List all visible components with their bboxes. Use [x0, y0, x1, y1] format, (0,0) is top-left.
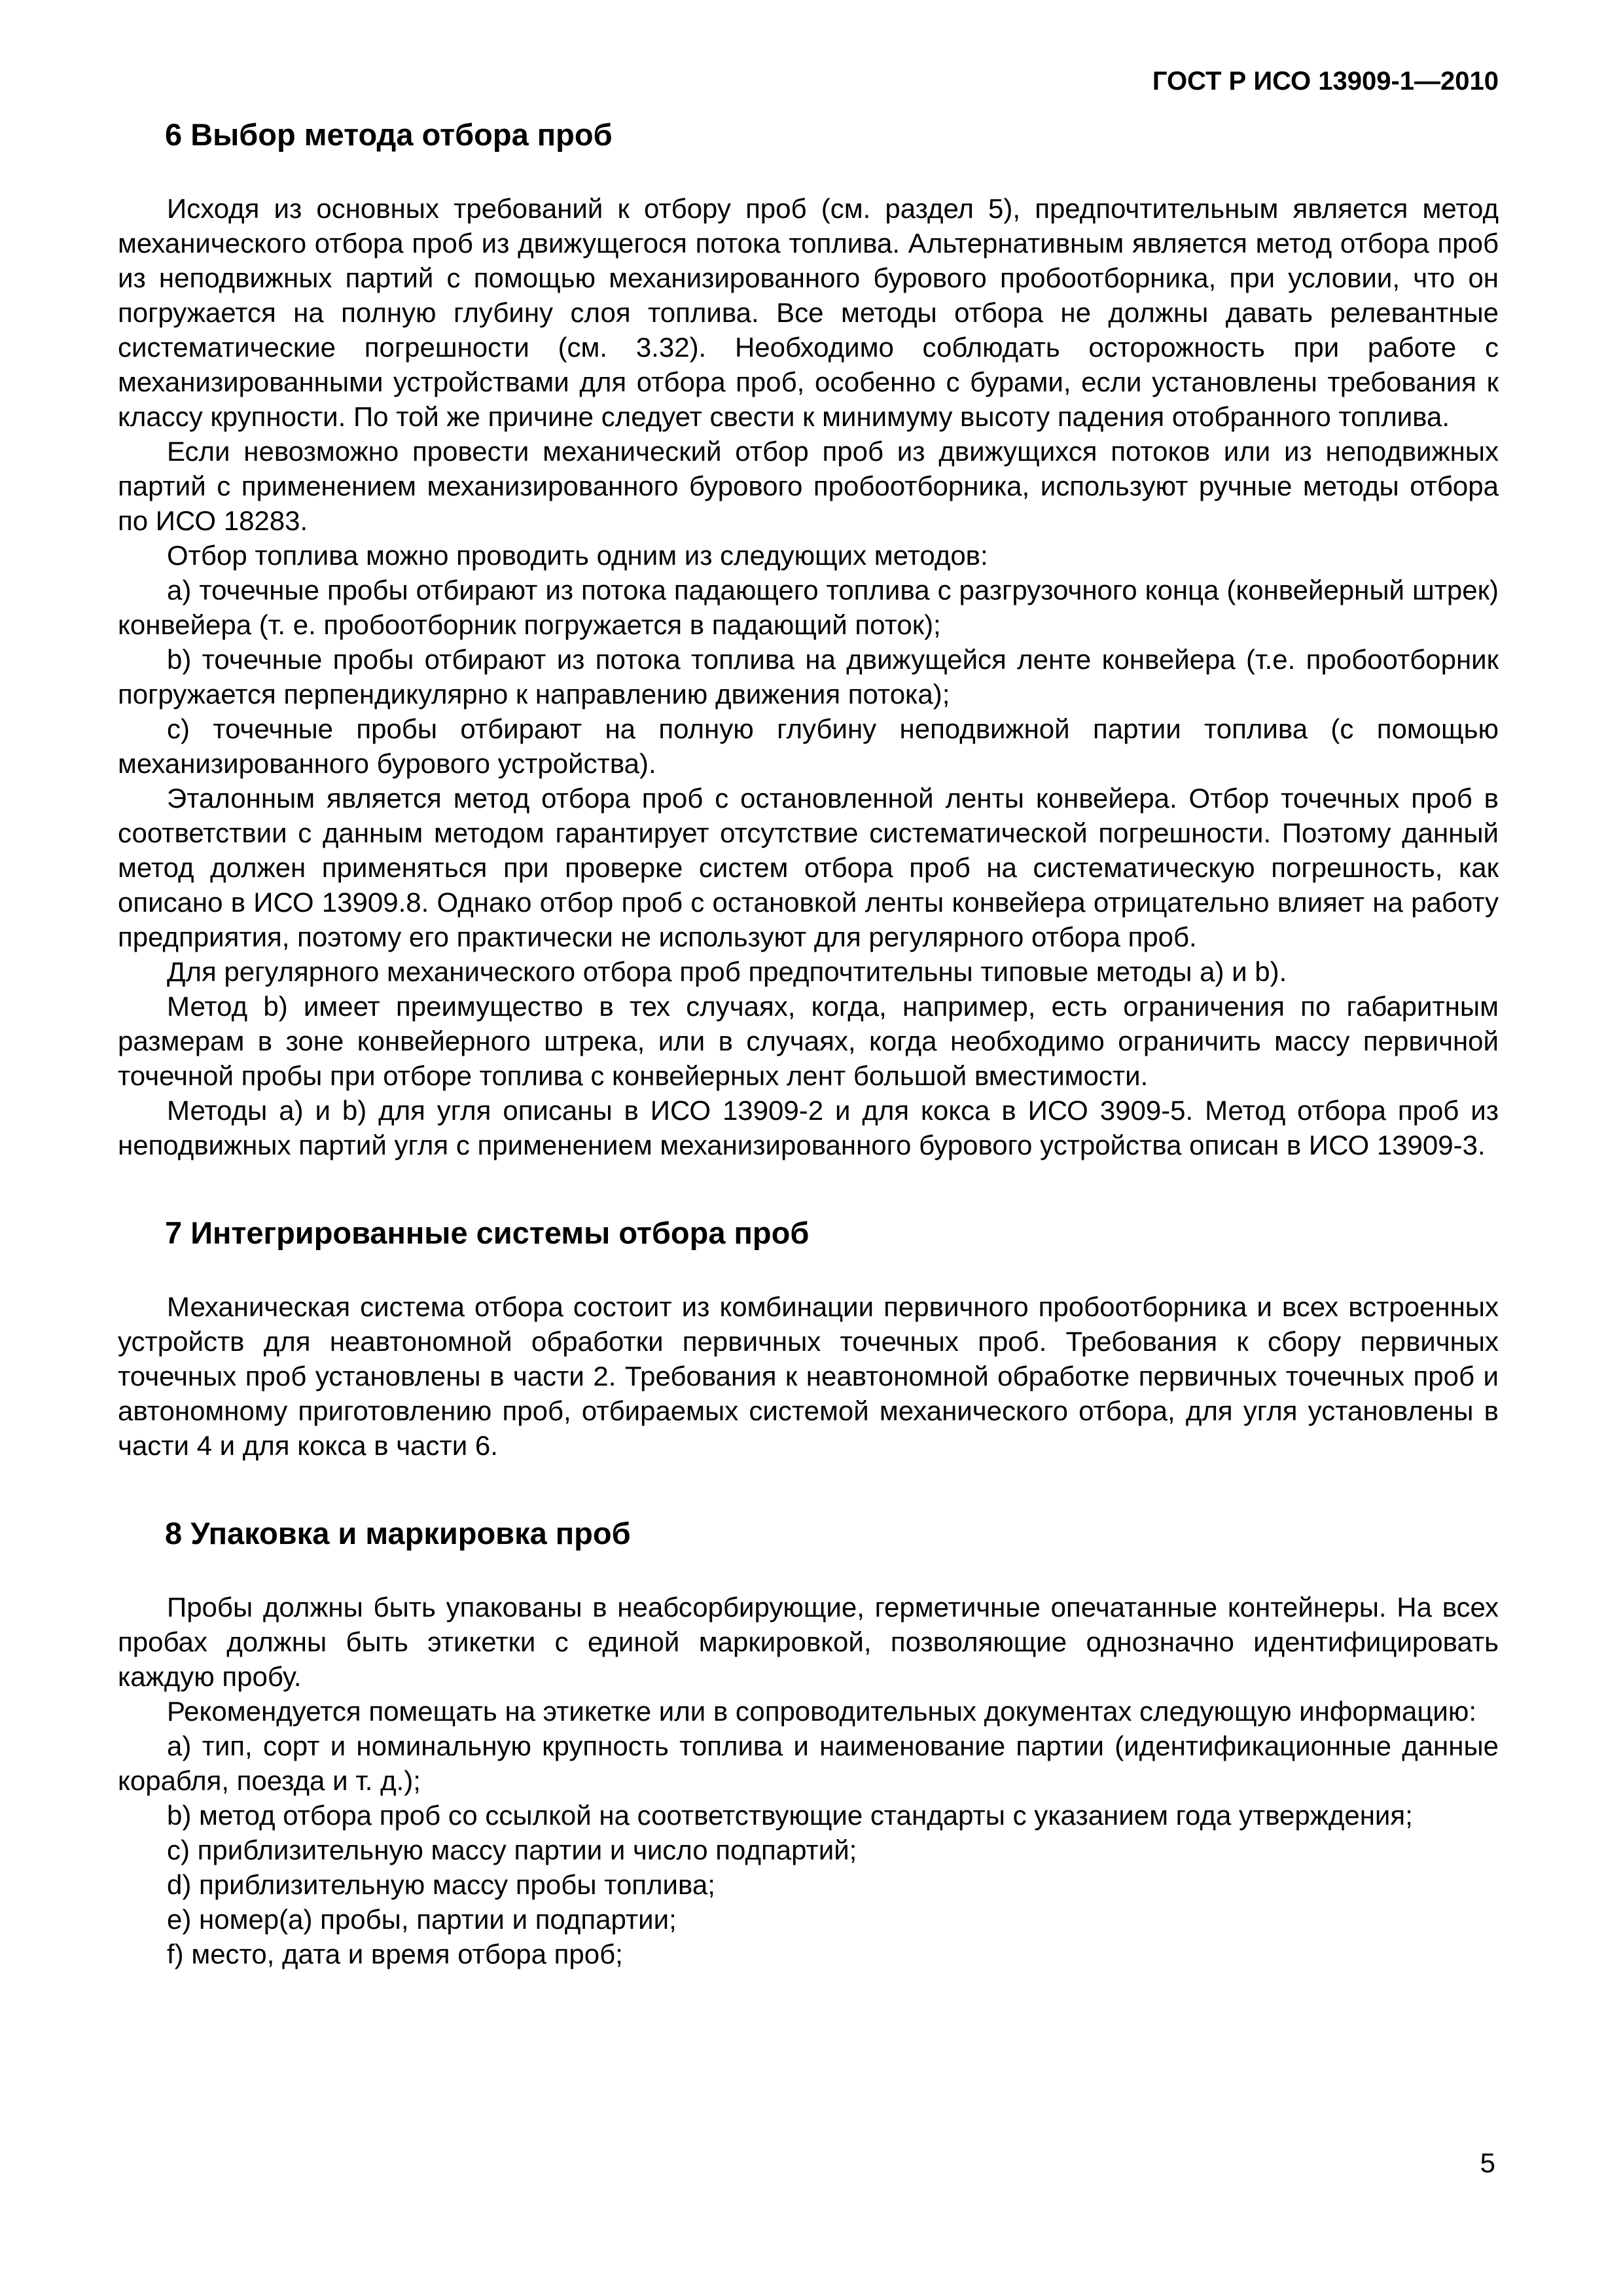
list-item-b: b) метод отбора проб со ссылкой на соответствующие стандарты с указанием года утверждения; [167, 1800, 1413, 1831]
section-8 [118, 1515, 1499, 1971]
paragraph: Для регулярного механического отбора проб предпочтительны типовые методы a) и b). [167, 956, 1287, 987]
list-item-d: d) приблизительную массу пробы топлива; [167, 1869, 715, 1900]
paragraph: Методы a) и b) для угля описаны в ИСО 13909-2 и для кокса в ИСО 3909-5. Метод отбора проб из неподвижных партий угля с применением механизированного бурового устройства описан в ИСО 13909-3. [118, 1095, 1499, 1160]
page-number: 5 [1480, 2147, 1495, 2178]
list-item-f: f) место, дата и время отбора проб; [167, 1939, 623, 1969]
section-7 [118, 1215, 1499, 1463]
list-item-e: e) номер(а) пробы, партии и подпартии; [167, 1904, 677, 1935]
section-8-title: 8 Упаковка и маркировка проб [165, 1516, 631, 1551]
section-6-title: 6 Выбор метода отбора проб [165, 117, 613, 152]
paragraph: Исходя из основных требований к отбору проб (см. раздел 5), предпочтительным является метод механического отбора проб из движущегося потока топлива. Альтернативным является метод отбора проб из неподвижных партий с помощью механизированного бурового пробоотборника, при условии, что он погружается на полную глубину слоя топлива. Все методы отбора не должны давать релевантные систематические погрешности (см. 3.32). Необходимо соблюдать осторожность при работе с механизированными устройствами для отбора проб, особенно с бурами, если установлены требования к классу крупности. По той же причине следует свести к минимуму высоту падения отобранного топлива. [118, 193, 1499, 432]
section-6 [118, 117, 1499, 1162]
list-item-a: a) тип, сорт и номинальную крупность топлива и наименование партии (идентификационные данные корабля, поезда и т. д.); [118, 1731, 1499, 1796]
list-item-a: a) точечные пробы отбирают из потока падающего топлива с разгрузочного конца (конвейерный штрек) конвейера (т. е. пробоотборник погружается в падающий поток); [118, 575, 1499, 640]
list-item-c: c) точечные пробы отбирают на полную глубину неподвижной партии топлива (с помощью механизированного бурового устройства). [118, 713, 1499, 779]
section-7-title: 7 Интегрированные системы отбора проб [165, 1215, 810, 1250]
paragraph: Механическая система отбора состоит из комбинации первичного пробоотборника и всех встроенных устройств для неавтономной обработки первичных точечных проб. Требования к сбору первичных точечных проб установлены в части 2. Требования к неавтономной обработке первичных точечных проб и автономному приготовлению проб, отбираемых системой механического отбора, для угля установлены в части 4 и для кокса в части 6. [118, 1291, 1499, 1461]
paragraph: Эталонным является метод отбора проб с остановленной ленты конвейера. Отбор точечных проб в соответствии с данным методом гарантирует отсутствие систематической погрешности. Поэтому данный метод должен применяться при проверке систем отбора проб на систематическую погрешность, как описано в ИСО 13909.8. Однако отбор проб с остановкой ленты конвейера отрицательно влияет на работу предприятия, поэтому его практически не используют для регулярного отбора проб. [118, 783, 1499, 952]
paragraph: Метод b) имеет преимущество в тех случаях, когда, например, есть ограничения по габаритным размерам в зоне конвейерного штрека, или в случаях, когда необходимо ограничить массу первичной точечной пробы при отборе топлива с конвейерных лент большой вместимости. [118, 991, 1499, 1091]
paragraph: Отбор топлива можно проводить одним из следующих методов: [167, 540, 988, 571]
document-code: ГОСТ Р ИСО 13909-1—2010 [1152, 67, 1499, 96]
list-item-c: c) приблизительную массу партии и число подпартий; [167, 1835, 857, 1865]
list-item-b: b) точечные пробы отбирают из потока топлива на движущейся ленте конвейера (т.е. пробоотборник погружается перпендикулярно к направлению движения потока); [118, 644, 1499, 709]
paragraph: Пробы должны быть упакованы в неабсорбирующие, герметичные опечатанные контейнеры. На всех пробах должны быть этикетки с единой маркировкой, позволяющие однозначно идентифицировать каждую пробу. [118, 1592, 1499, 1692]
paragraph: Если невозможно провести механический отбор проб из движущихся потоков или из неподвижных партий с применением механизированного бурового пробоотборника, используют ручные методы отбора по ИСО 18283. [118, 436, 1499, 536]
paragraph: Рекомендуется помещать на этикетке или в сопроводительных документах следующую информацию: [167, 1696, 1477, 1727]
